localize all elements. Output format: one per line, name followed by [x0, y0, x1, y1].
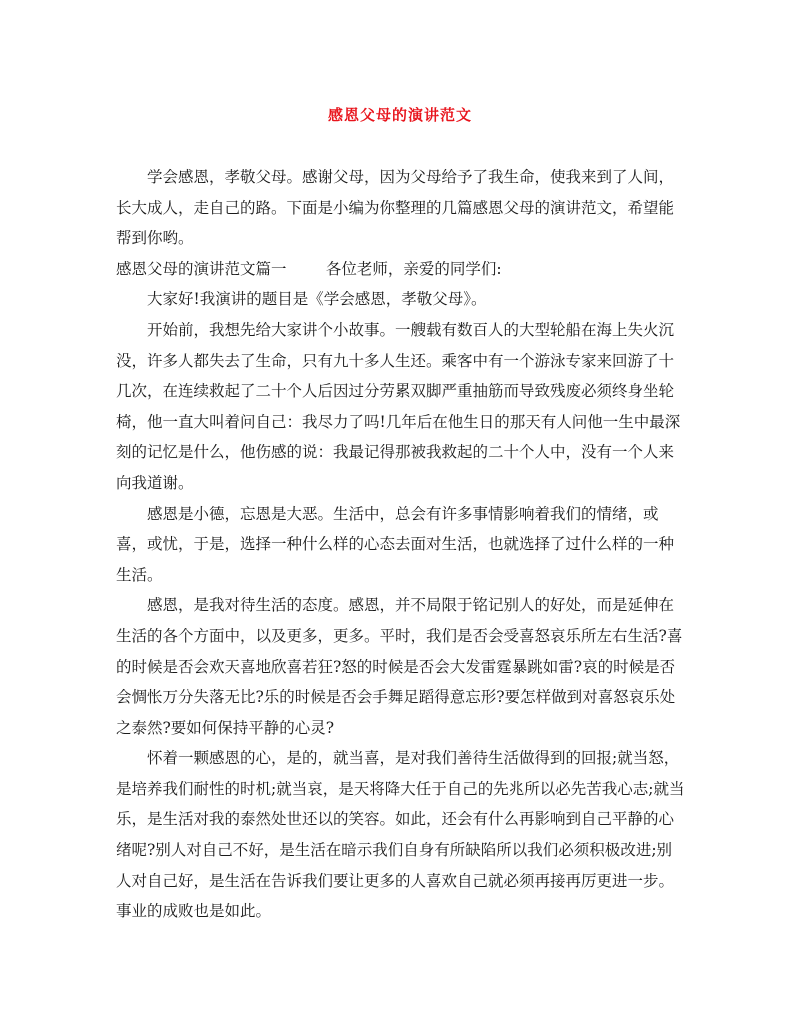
gratitude-paragraph: 感恩是小德，忘恩是大恶。生活中，总会有许多事情影响着我们的情绪，或喜，或忧，于是，选择一种什么样的心态去面对生活，也就选择了过什么样的一种生活。	[116, 504, 675, 584]
greeting-paragraph: 大家好!我演讲的题目是《学会感恩，孝敬父母》。	[147, 290, 487, 309]
story-paragraph: 开始前，我想先给大家讲个小故事。一艘载有数百人的大型轮船在海上失火沉没，许多人都失去了生命，只有九十多人生还。乘客中有一个游泳专家来回游了十几次，在连续救起了二十个人后因过分劳累双脚严重抽筋而导致残废必须终身坐轮椅，他一直大叫着问自己：我尽力了吗!几年后在他生日的那天有人问他一生中最深刻的记忆是什么，他伤感的说：我最记得那被我救起的二十个人中，没有一个人来向我道谢。	[116, 320, 681, 492]
document-body	[116, 162, 686, 927]
attitude-paragraph: 感恩，是我对待生活的态度。感恩，并不局限于铭记别人的好处，而是延伸在生活的各个方面中，以及更多，更多。平时，我们是否会受喜怒哀乐所左右生活?喜的时候是否会欢天喜地欣喜若狂?怒的时候是否会大发雷霆暴跳如雷?哀的时候是否会惆怅万分失落无比?乐的时候是否会手舞足蹈得意忘形?要怎样做到对喜怒哀乐处之泰然?要如何保持平静的心灵?	[116, 596, 683, 737]
grateful-heart-paragraph: 怀着一颗感恩的心，是的，就当喜，是对我们善待生活做得到的回报;就当怒，是培养我们耐性的时机;就当哀，是天将降大任于自己的先兆所以必先苦我心志;就当乐，是生活对我的泰然处世还以的笑容。如此，还会有什么再影响到自己平静的心绪呢?别人对自己不好，是生活在暗示我们自身有所缺陷所以我们必须积极改进;别人对自己好，是生活在告诉我们要让更多的人喜欢自己就必须再接再厉更进一步。事业的成败也是如此。	[116, 749, 685, 921]
document-title: 感恩父母的演讲范文	[327, 106, 472, 124]
intro-paragraph: 学会感恩，孝敬父母。感谢父母，因为父母给予了我生命，使我来到了人间，长大成人，走自己的路。下面是小编为你整理的几篇感恩父母的演讲范文，希望能帮到你哟。	[116, 168, 675, 248]
section-heading-line: 感恩父母的演讲范文篇一 各位老师，亲爱的同学们:	[116, 259, 502, 278]
